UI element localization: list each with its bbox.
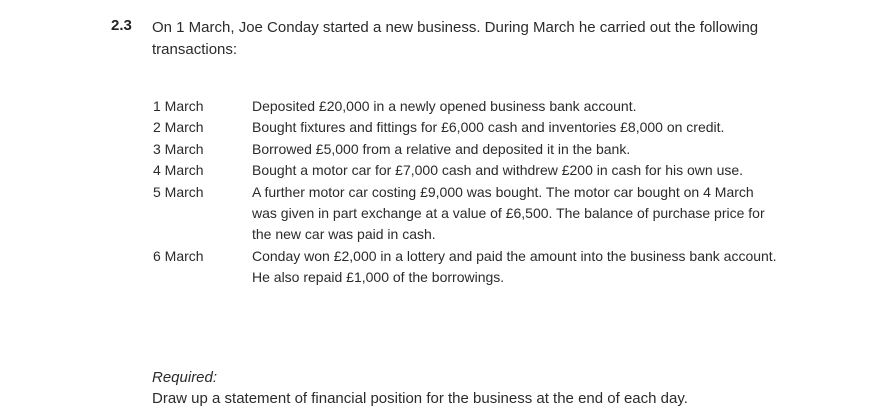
transaction-description: Bought a motor car for £7,000 cash and withdrew £200 in cash for his own use. <box>252 162 744 178</box>
transaction-description: Conday won £2,000 in a lottery and paid the amount into the business bank account. He also repaid £1,000 of the borrowings. <box>252 248 777 285</box>
transaction-row <box>153 246 793 288</box>
transaction-list <box>153 96 793 288</box>
transaction-row <box>153 139 793 160</box>
transaction-row <box>153 160 793 181</box>
transaction-date: 1 March <box>153 98 204 114</box>
transaction-description: Deposited £20,000 in a newly opened business bank account. <box>252 98 637 114</box>
transaction-description: Bought fixtures and fittings for £6,000 cash and inventories £8,000 on credit. <box>252 119 725 135</box>
transaction-row <box>153 96 793 117</box>
transaction-date: 4 March <box>153 162 204 178</box>
transaction-description: A further motor car costing £9,000 was bought. The motor car bought on 4 March was given in part exchange at a value of £6,500. The balance of purchase price for the new car was paid in cash. <box>252 184 765 242</box>
question-intro: On 1 March, Joe Conday started a new business. During March he carried out the following transactions: <box>152 19 759 58</box>
transaction-date: 5 March <box>153 184 204 200</box>
transaction-date: 3 March <box>153 141 204 157</box>
question-number: 2.3 <box>111 17 132 34</box>
transaction-row <box>153 182 793 245</box>
transaction-date: 6 March <box>153 248 204 264</box>
required-label: Required: <box>152 369 218 386</box>
transaction-description: Borrowed £5,000 from a relative and deposited it in the bank. <box>252 141 631 157</box>
required-instruction: Draw up a statement of financial position for the business at the end of each day. <box>152 390 688 407</box>
transaction-date: 2 March <box>153 119 204 135</box>
transaction-row <box>153 117 793 138</box>
